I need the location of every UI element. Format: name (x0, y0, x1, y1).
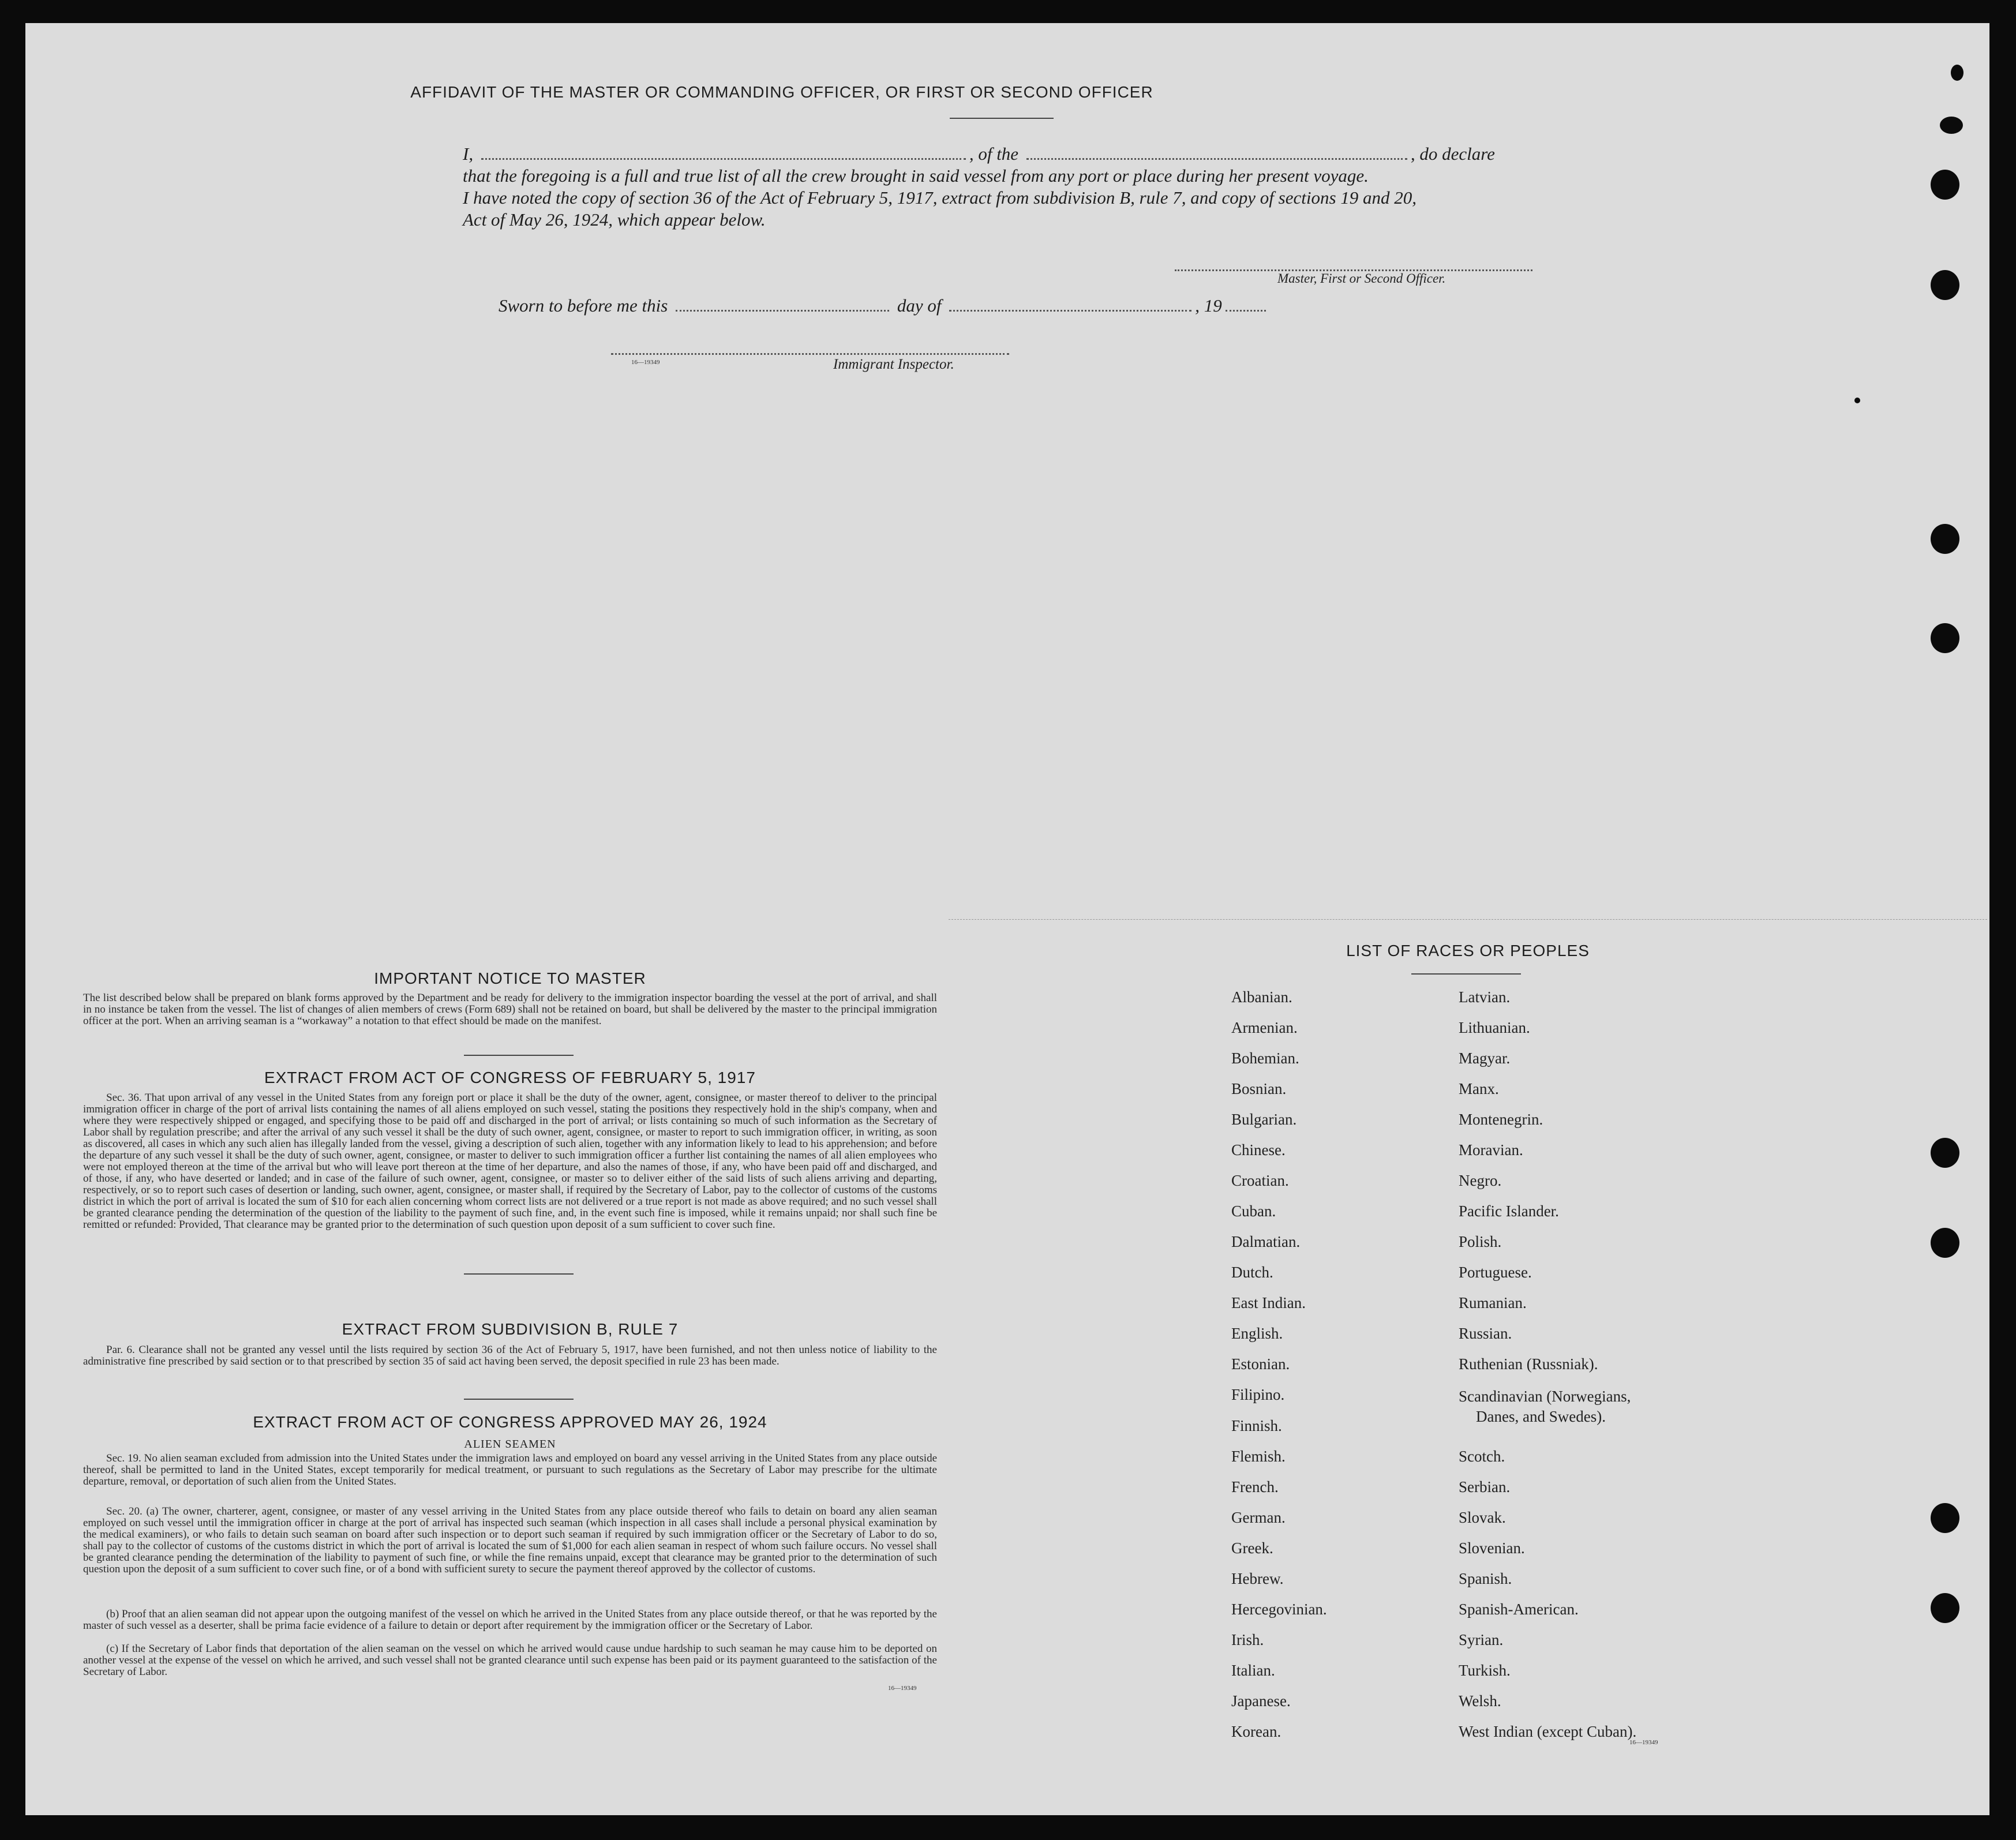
race-item: Finnish. (1231, 1417, 1282, 1434)
race-item: Lithuanian. (1459, 1019, 1530, 1036)
of-the-label: , of the (969, 144, 1019, 164)
race-item: Estonian. (1231, 1355, 1290, 1373)
race-item: Pacific Islander. (1459, 1202, 1559, 1220)
binder-hole (1931, 1138, 1959, 1168)
race-item: Albanian. (1231, 988, 1292, 1006)
binder-hole (1951, 65, 1963, 81)
race-item: Moravian. (1459, 1141, 1523, 1159)
year-label: , 19 (1195, 295, 1222, 316)
race-item: Bosnian. (1231, 1080, 1287, 1097)
race-item: Hercegovinian. (1231, 1601, 1327, 1618)
race-item: Slovenian. (1459, 1539, 1525, 1557)
binder-hole (1931, 524, 1959, 554)
race-item: Latvian. (1459, 988, 1511, 1006)
race-item: Irish. (1231, 1631, 1264, 1648)
race-item: Spanish-American. (1459, 1601, 1579, 1618)
sec-20b-text: (b) Proof that an alien seaman did not appear upon the outgoing manifest of the vessel on which he arrived in the United States from any place outside thereof, or that he was reported by the master of such vessel as a deserter, shall be prima facie evidence of a failure to detain or deport after requirement by the immigration officer or the Secretary of Labor. (83, 1608, 937, 1632)
rule-7-text: Par. 6. Clearance shall not be granted any vessel until the lists required by section 36 of the Act of February 5, 1917, have been furnished, and not then unless notice of liability to the administrative fine prescribed by said section or to that prescribed by section 35 of said act having been served, the deposit specified in rule 23 has been made. (83, 1344, 937, 1367)
race-item: Bulgarian. (1231, 1111, 1297, 1128)
master-signature-label: Master, First or Second Officer. (1277, 271, 1446, 286)
race-item: Scotch. (1459, 1448, 1505, 1465)
name-field[interactable] (481, 158, 966, 160)
extract-1917-title: EXTRACT FROM ACT OF CONGRESS OF FEBRUARY 5, 1917 (264, 1069, 756, 1086)
race-item: Greek. (1231, 1539, 1273, 1557)
race-item: Manx. (1459, 1080, 1499, 1097)
race-item: Dalmatian. (1231, 1233, 1301, 1250)
rule-7-rule (464, 1399, 574, 1400)
binder-hole (1931, 1503, 1959, 1533)
binder-hole (1931, 623, 1959, 653)
affidavit-form-number: 16—19349 (631, 359, 660, 366)
binder-hole (1940, 117, 1963, 134)
races-title: LIST OF RACES OR PEOPLES (1346, 942, 1590, 960)
race-item: Magyar. (1459, 1050, 1511, 1067)
race-item: Rumanian. (1459, 1294, 1527, 1311)
fold-line (949, 919, 1987, 920)
day-of-label: day of (897, 295, 942, 316)
races-form-number: 16—19349 (1629, 1739, 1658, 1746)
race-item: Portuguese. (1459, 1264, 1532, 1281)
race-item: Negro. (1459, 1172, 1502, 1189)
extract-1917-rule (464, 1273, 574, 1275)
race-item: Slovak. (1459, 1509, 1506, 1526)
sec-20a-text: Sec. 20. (a) The owner, charterer, agent, consignee, or master of any vessel arriving in the United States from any place outside thereof who fails to detain on board any alien seaman employed on such vessel until the immigration officer in charge at the port of arrival has inspected such seaman (which inspection in all cases shall include a personal physical examination by the medical examiners), or who fails to detain such seaman on board after such inspection or to deport such seaman if required by such immigration officer or the Secretary of Labor to do so, shall pay to the collector of customs of the customs district in which the port of arrival is located the sum of $1,000 for each alien seaman in respect of whom such failure occurs. No vessel shall be granted clearance pending the determination of the liability to payment of such fine, or while the fine remains unpaid, except that clearance may be granted prior to the determination of such question upon the deposit of a sum sufficient to cover such fine, or of a bond with sufficient surety to secure the payment thereof approved by the collector of customs. (83, 1505, 937, 1575)
affidavit-title: AFFIDAVIT OF THE MASTER OR COMMANDING OFFICER, OR FIRST OR SECOND OFFICER (410, 83, 1153, 101)
sec-19-text: Sec. 19. No alien seaman excluded from admission into the United States under the immigration laws and employed on board any vessel arriving in the United States from any place outside thereof, shall be permitted to land in the United States, except temporarily for medical treatment, or pursuant to such regulations as the Secretary of Labor may prescribe for the ultimate departure, removal, or deportation of such alien from the United States. (83, 1452, 937, 1487)
race-item: Syrian. (1459, 1631, 1504, 1648)
rule-7-title: EXTRACT FROM SUBDIVISION B, RULE 7 (342, 1320, 679, 1338)
do-declare-label: , do declare (1410, 144, 1495, 164)
race-item: West Indian (except Cuban). (1459, 1723, 1637, 1740)
extract-1917-text: Sec. 36. That upon arrival of any vessel in the United States from any foreign port or place it shall be the duty of the owner, agent, consignee, or master thereof to deliver to the principal immigration officer in charge of the port of arrival lists containing the names of all aliens employed on such vessel, stating the positions they respectively hold in the ship's company, when and where they were respectively shipped or engaged, and specifying those to be paid off and discharged in the port of arrival; or lists containing so much of such information as the Secretary of Labor shall by regulation prescribe; and after the arrival of any such vessel it shall be the duty of such owner, agent, consignee, or master to report to such immigration officer, in writing, as soon as discovered, all cases in which any such alien has illegally landed from the vessel, giving a description of such alien, together with any information likely to lead to his apprehension; and before the departure of any such vessel it shall be the duty of such owner, agent, consignee, or master to deliver to such immigration officer a further list containing the names of all alien employees who were not employed thereon at the time of the arrival but who will leave port thereon at the time of her departure, and also the names of those, if any, who have been paid off and discharged, and of those, if any, who have deserted or landed; and in case of the failure of such owner, agent, consignee, or master so to deliver either of the said lists of such aliens arriving and departing, respectively, or so to report such cases of desertion or landing, such owner, agent, consignee, or master shall, if required by the Secretary of Labor, pay to the collector of customs of the customs district in which the port of arrival is located the sum of $10 for each alien concerning whom correct lists are not delivered or a true report is not made as above required; and no such vessel shall be granted clearance pending the determination of the question of the liability to the payment of such fine, and, in the event such fine is imposed, while it remains unpaid; nor shall such fine be remitted or refunded: Provided, That clearance may be granted prior to the determination of such question upon deposit of a sum sufficient to cover such fine. (83, 1092, 937, 1231)
race-item: East Indian. (1231, 1294, 1306, 1311)
sec-20c-text: (c) If the Secretary of Labor finds that deportation of the alien seaman on the vessel on which he arrived would cause undue hardship to such seaman he may cause him to be deported on another vessel at the expense of the vessel on which he arrived, and such vessel shall not be granted clearance until such expense has been paid or its payment guaranteed to the satisfaction of the Secretary of Labor. (83, 1643, 937, 1678)
race-item: Serbian. (1459, 1478, 1511, 1496)
race-item: French. (1231, 1478, 1279, 1496)
race-item: Dutch. (1231, 1264, 1273, 1281)
race-item: Hebrew. (1231, 1570, 1284, 1587)
race-item: Italian. (1231, 1662, 1275, 1679)
race-item: Japanese. (1231, 1692, 1291, 1710)
inspector-label: Immigrant Inspector. (833, 357, 954, 372)
race-item: Turkish. (1459, 1662, 1511, 1679)
race-item: Montenegrin. (1459, 1111, 1543, 1128)
race-item: Welsh. (1459, 1692, 1501, 1710)
extract-1924-title: EXTRACT FROM ACT OF CONGRESS APPROVED MAY 26, 1924 (253, 1413, 767, 1431)
declaration-line-3: I have noted the copy of section 36 of the Act of February 5, 1917, extract from subdivision B, rule 7, and copy of sections 19 and 20, (463, 188, 1417, 208)
notice-title: IMPORTANT NOTICE TO MASTER (374, 969, 646, 987)
binder-hole (1931, 1228, 1959, 1258)
binder-hole (1931, 170, 1959, 200)
binder-hole (1931, 270, 1959, 300)
race-item: Danes, and Swedes). (1476, 1408, 1606, 1425)
inspector-signature-line[interactable] (611, 353, 1009, 355)
sworn-year-field[interactable] (1226, 310, 1266, 312)
race-item: Scandinavian (Norwegians, (1459, 1388, 1631, 1405)
race-item: Cuban. (1231, 1202, 1276, 1220)
race-item: Filipino. (1231, 1386, 1285, 1403)
race-item: Spanish. (1459, 1570, 1512, 1587)
sworn-day-field[interactable] (676, 310, 889, 312)
sworn-month-field[interactable] (949, 310, 1191, 312)
i-label: I, (463, 144, 474, 164)
race-item: Korean. (1231, 1723, 1281, 1740)
ink-speck (1854, 398, 1860, 403)
race-item: Ruthenian (Russniak). (1459, 1355, 1598, 1373)
form-page (25, 23, 1989, 1815)
sworn-line (499, 295, 1269, 316)
notice-text: The list described below shall be prepared on blank forms approved by the Department and be ready for delivery to the immigration inspector boarding the vessel at the port of arrival, and shall in no instance be taken from the vessel. The list of changes of alien members of crews (Form 689) shall not be retained on board, but shall be delivered by the master to the principal immigration officer at the port. When an arriving seaman is a “workaway” a notation to that effect should be made on the manifest. (83, 992, 937, 1027)
declaration-line-2: that the foregoing is a full and true list of all the crew brought in said vessel from any port or place during her present voyage. (463, 166, 1369, 186)
declaration-block (463, 143, 1582, 231)
extract-1924-form-number: 16—19349 (888, 1685, 917, 1692)
race-item: English. (1231, 1325, 1283, 1342)
sworn-label: Sworn to before me this (499, 295, 668, 316)
races-rule (1411, 973, 1521, 975)
race-item: Bohemian. (1231, 1050, 1299, 1067)
race-item: Polish. (1459, 1233, 1502, 1250)
race-item: Russian. (1459, 1325, 1512, 1342)
race-item: German. (1231, 1509, 1286, 1526)
binder-hole (1931, 1593, 1959, 1623)
race-item: Croatian. (1231, 1172, 1289, 1189)
race-item: Chinese. (1231, 1141, 1286, 1159)
title-rule (950, 118, 1054, 119)
declaration-line-4: Act of May 26, 1924, which appear below. (463, 209, 766, 230)
alien-seamen-subtitle: ALIEN SEAMEN (464, 1438, 556, 1451)
race-item: Armenian. (1231, 1019, 1298, 1036)
notice-rule (464, 1055, 574, 1056)
vessel-field[interactable] (1026, 158, 1407, 160)
race-item: Flemish. (1231, 1448, 1286, 1465)
